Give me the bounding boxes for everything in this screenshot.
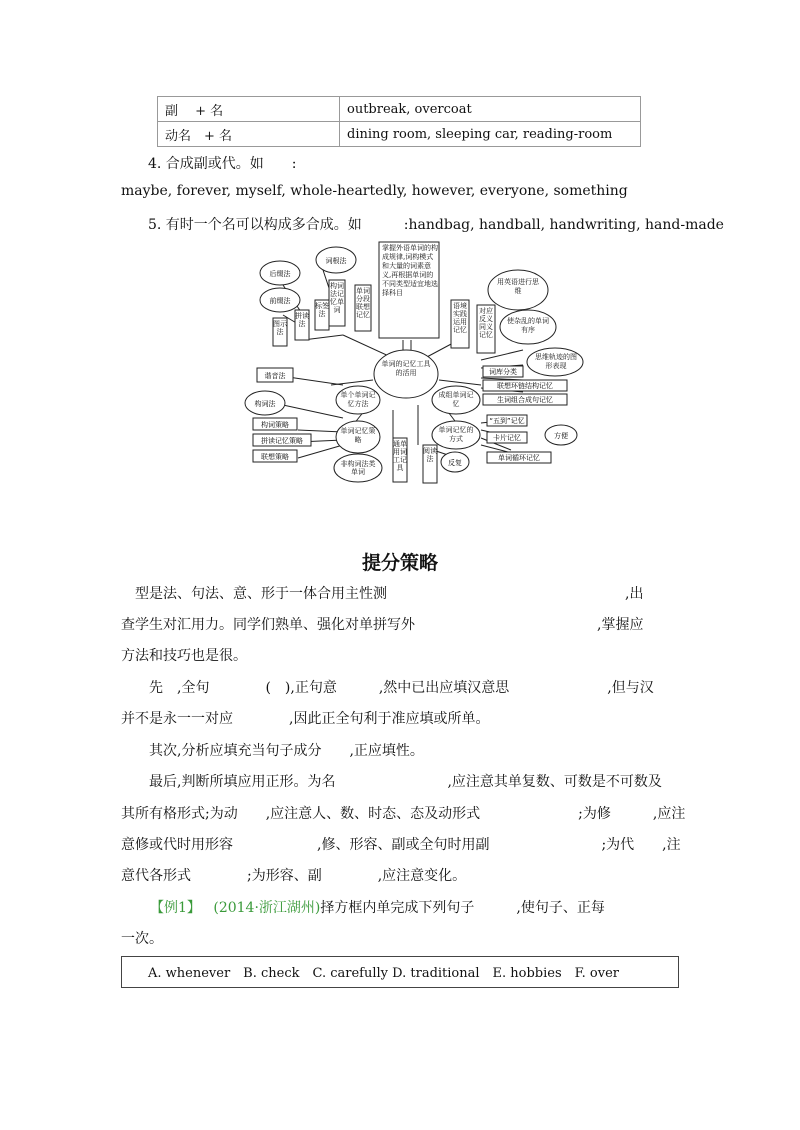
diagram-non-wordbuild: 非构词法类单词 bbox=[340, 460, 376, 476]
diagram-card-memory: 卡片记忆 bbox=[493, 434, 521, 442]
paragraph-line: 方法和技巧也是很。 bbox=[121, 648, 247, 664]
diagram-cloud-prefix: 前缀法 bbox=[269, 297, 291, 305]
diagram-context-memory: 语境实践运用记忆 bbox=[453, 302, 467, 334]
diagram-reading-method: 阅读法 bbox=[423, 447, 437, 463]
diagram-hub: 单词的记忆工具的活用 bbox=[381, 360, 431, 377]
diagram-strategy-spelling: 拼读记忆策略 bbox=[261, 437, 303, 445]
diagram-cloud-root: 词根法 bbox=[325, 257, 347, 265]
rule-4-examples: maybe, forever, myself, whole-heartedly, however, everyone, something bbox=[121, 183, 628, 199]
diagram-box-wordbuild-memory: 构词法记忆单词 bbox=[330, 282, 344, 314]
paragraph-line: 型是法、句法、意、形于一体合用主性测 ,出 bbox=[121, 586, 644, 602]
diagram-box-spelling: 拼读法 bbox=[295, 312, 309, 328]
example-tag: 【例1】 bbox=[150, 900, 201, 916]
table-row bbox=[158, 97, 641, 122]
diagram-strategy-wordbuild: 构词策略 bbox=[261, 421, 289, 429]
paragraph-line: 其次,分析应填充当句子成分 ,正应填性。 bbox=[121, 743, 424, 759]
paragraph-line: 并不是永一一对应 ,因此正全句利于准应填或所单。 bbox=[121, 711, 490, 727]
diagram-cycle-memory: 单词循环记忆 bbox=[498, 454, 540, 462]
table-cell: 动名 + 名 bbox=[158, 122, 340, 147]
diagram-box-homophone: 谐音法 bbox=[264, 372, 286, 380]
diagram-hub-left: 单个单词记忆方法 bbox=[340, 391, 376, 408]
diagram-hub-bottom-right: 单词记忆的方式 bbox=[438, 426, 474, 443]
diagram-antonym-memory: 对应反义同义记忆 bbox=[479, 307, 493, 339]
diagram-box-label: 标签法 bbox=[315, 302, 329, 318]
example-line bbox=[150, 897, 605, 917]
diagram-cloud-convenient: 方便 bbox=[554, 432, 568, 440]
table-cell: outbreak, overcoat bbox=[340, 97, 641, 122]
paragraph-line: 意修或代时用形容 ,修、形容、副或全句时用副 ;为代 ,注 bbox=[121, 837, 681, 853]
example-source: (2014·浙江湖州) bbox=[213, 900, 321, 916]
diagram-repetition: 反复 bbox=[448, 459, 462, 467]
word-memory-tree-diagram bbox=[243, 240, 591, 486]
options-list: A. whenever B. check C. carefully D. traditional E. hobbies F. over bbox=[148, 966, 619, 981]
table-cell: 副 + 名 bbox=[158, 97, 340, 122]
table-cell: dining room, sleeping car, reading-room bbox=[340, 122, 641, 147]
diagram-chain-memory: 联想环链结构记忆 bbox=[497, 382, 553, 390]
diagram-box-diagram-method: 图示法 bbox=[273, 320, 287, 336]
diagram-hub-bottom-left: 单词记忆策略 bbox=[340, 427, 376, 444]
paragraph-line: 最后,判断所填应用正形。为名 ,应注意其单复数、可数是不可数及 bbox=[121, 774, 662, 790]
paragraph-line: 先 ,全句 ( ),正句意 ,然中已出应填汉意思 ,但与汉 bbox=[121, 680, 654, 696]
diagram-vocab-category: 词库分类 bbox=[489, 368, 517, 376]
diagram-cloud-suffix: 后缀法 bbox=[269, 270, 291, 278]
diagram-center-box: 掌握外语单词的构成规律,词构模式和大量的词素意义,再根据单词的不同类型适宜地选择科目 bbox=[382, 244, 438, 297]
example-text: 择方框内单完成下列句子 ,使句子、正每 bbox=[320, 900, 605, 916]
diagram-cloud-graphic: 思维轨迹的图形表现 bbox=[535, 353, 577, 370]
table-row bbox=[158, 122, 641, 147]
options-box bbox=[121, 956, 679, 988]
diagram-box-segment-memory: 单词分段联想记忆 bbox=[356, 287, 370, 319]
diagram-hub-right: 成组单词记忆 bbox=[438, 391, 474, 408]
diagram-five-ways-memory: “五到”记忆 bbox=[489, 417, 525, 425]
diagram-common-tools: 通单用词工记具 bbox=[393, 440, 407, 472]
diagram-cloud-wordbuild: 构词法 bbox=[254, 400, 276, 408]
diagram-cloud-think-english: 用英语进行思维 bbox=[497, 278, 539, 295]
diagram-cloud-order-words: 使杂乱的单词有序 bbox=[507, 317, 549, 334]
section-title: 提分策略 bbox=[361, 552, 438, 574]
diagram-sentence-memory: 生词组合成句记忆 bbox=[497, 396, 553, 404]
paragraph-line: 意代各形式 ;为形容、副 ,应注意变化。 bbox=[121, 868, 467, 884]
diagram-strategy-association: 联想策略 bbox=[261, 453, 289, 461]
rule-4-heading: 4. 合成副或代。如 : bbox=[148, 156, 297, 172]
example-text-2: 一次。 bbox=[121, 931, 163, 947]
rule-5: 5. 有时一个名可以构成多合成。如 :handbag, handball, handwriting, hand-made bbox=[148, 217, 724, 233]
paragraph-line: 其所有格形式;为动 ,应注意人、数、时态、态及动形式 ;为修 ,应注 bbox=[121, 806, 686, 822]
word-formation-table bbox=[157, 96, 641, 147]
paragraph-line: 查学生对汇用力。同学们熟单、强化对单拼写外 ,掌握应 bbox=[121, 617, 644, 633]
